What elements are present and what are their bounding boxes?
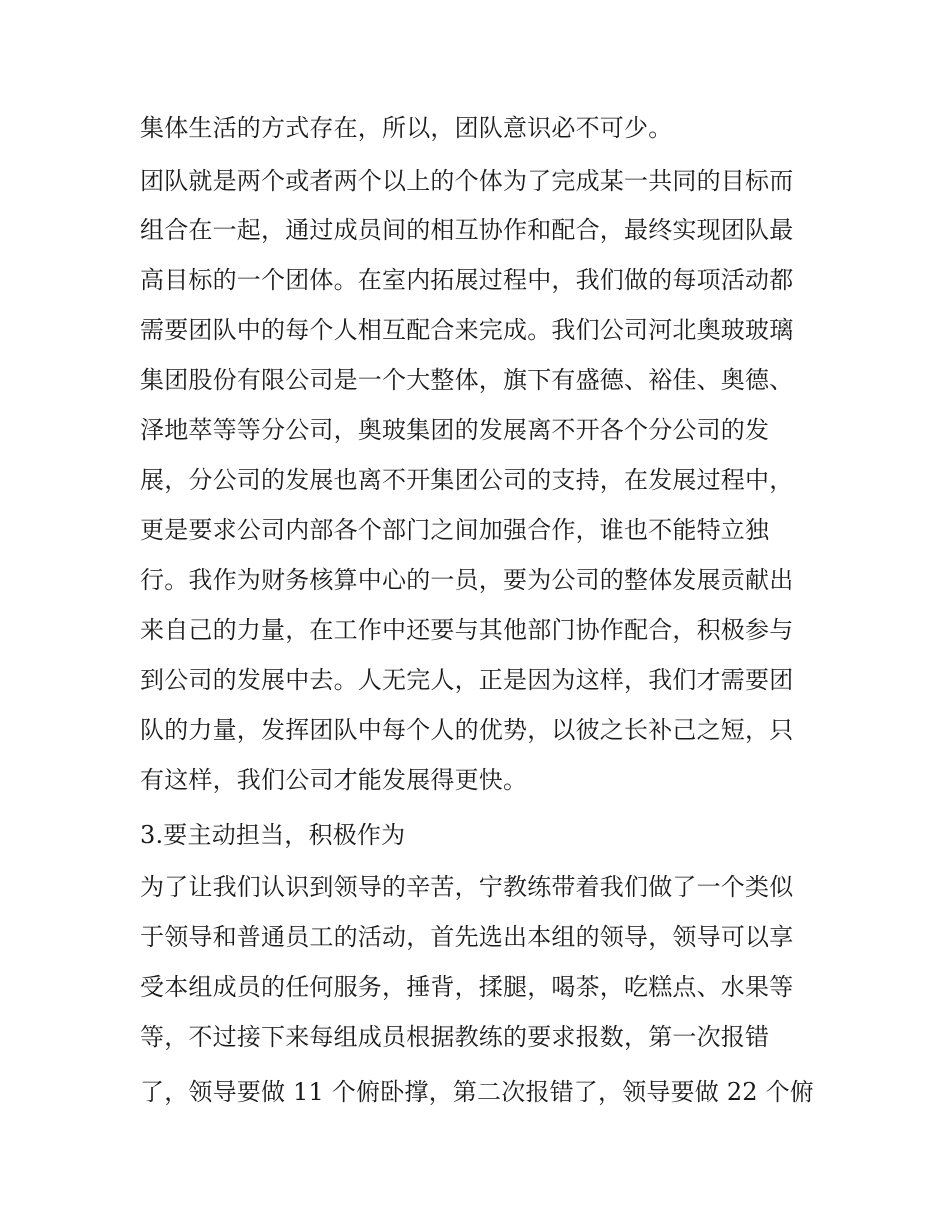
paragraph-line: 泽地萃等等分公司，奥玻集团的发展离不开各个分公司的发 [140,416,770,444]
paragraph-line: 组合在一起，通过成员间的相互协作和配合，最终实现团队最 [140,216,794,244]
paragraph-line: 团队就是两个或者两个以上的个体为了完成某一共同的目标而 [140,167,794,195]
paragraph-line: 来自己的力量，在工作中还要与其他部门协作配合，积极参与 [140,616,794,644]
paragraph-line: 行。我作为财务核算中心的一员，要为公司的整体发展贡献出 [140,566,794,594]
paragraph-line: 于领导和普通员工的活动，首先选出本组的领导，领导可以享 [140,923,794,951]
paragraph-line: 集团股份有限公司是一个大整体，旗下有盛德、裕佳、奥德、 [140,366,794,394]
paragraph-line: 有这样，我们公司才能发展得更快。 [140,766,528,794]
paragraph-line: 高目标的一个团体。在室内拓展过程中，我们做的每项活动都 [140,266,794,294]
paragraph-line: 为了让我们认识到领导的辛苦，宁教练带着我们做了一个类似 [140,873,794,901]
paragraph-line: 展，分公司的发展也离不开集团公司的支持，在发展过程中， [140,466,794,494]
paragraph-line: 了，领导要做 11 个俯卧撑，第二次报错了，领导要做 22 个俯 [140,1078,814,1106]
paragraph-line: 受本组成员的任何服务，捶背，揉腿，喝茶，吃糕点、水果等 [140,973,794,1001]
paragraph-line: 集体生活的方式存在，所以，团队意识必不可少。 [140,114,673,142]
paragraph-line: 需要团队中的每个人相互配合来完成。我们公司河北奥玻玻璃 [140,316,794,344]
paragraph-line: 队的力量，发挥团队中每个人的优势，以彼之长补己之短，只 [140,716,794,744]
paragraph-line: 更是要求公司内部各个部门之间加强合作，谁也不能特立独 [140,516,770,544]
paragraph-line: 到公司的发展中去。人无完人，正是因为这样，我们才需要团 [140,666,794,694]
section-heading: 3.要主动担当，积极作为 [140,821,406,849]
paragraph-line: 等，不过接下来每组成员根据教练的要求报数，第一次报错 [140,1023,770,1051]
